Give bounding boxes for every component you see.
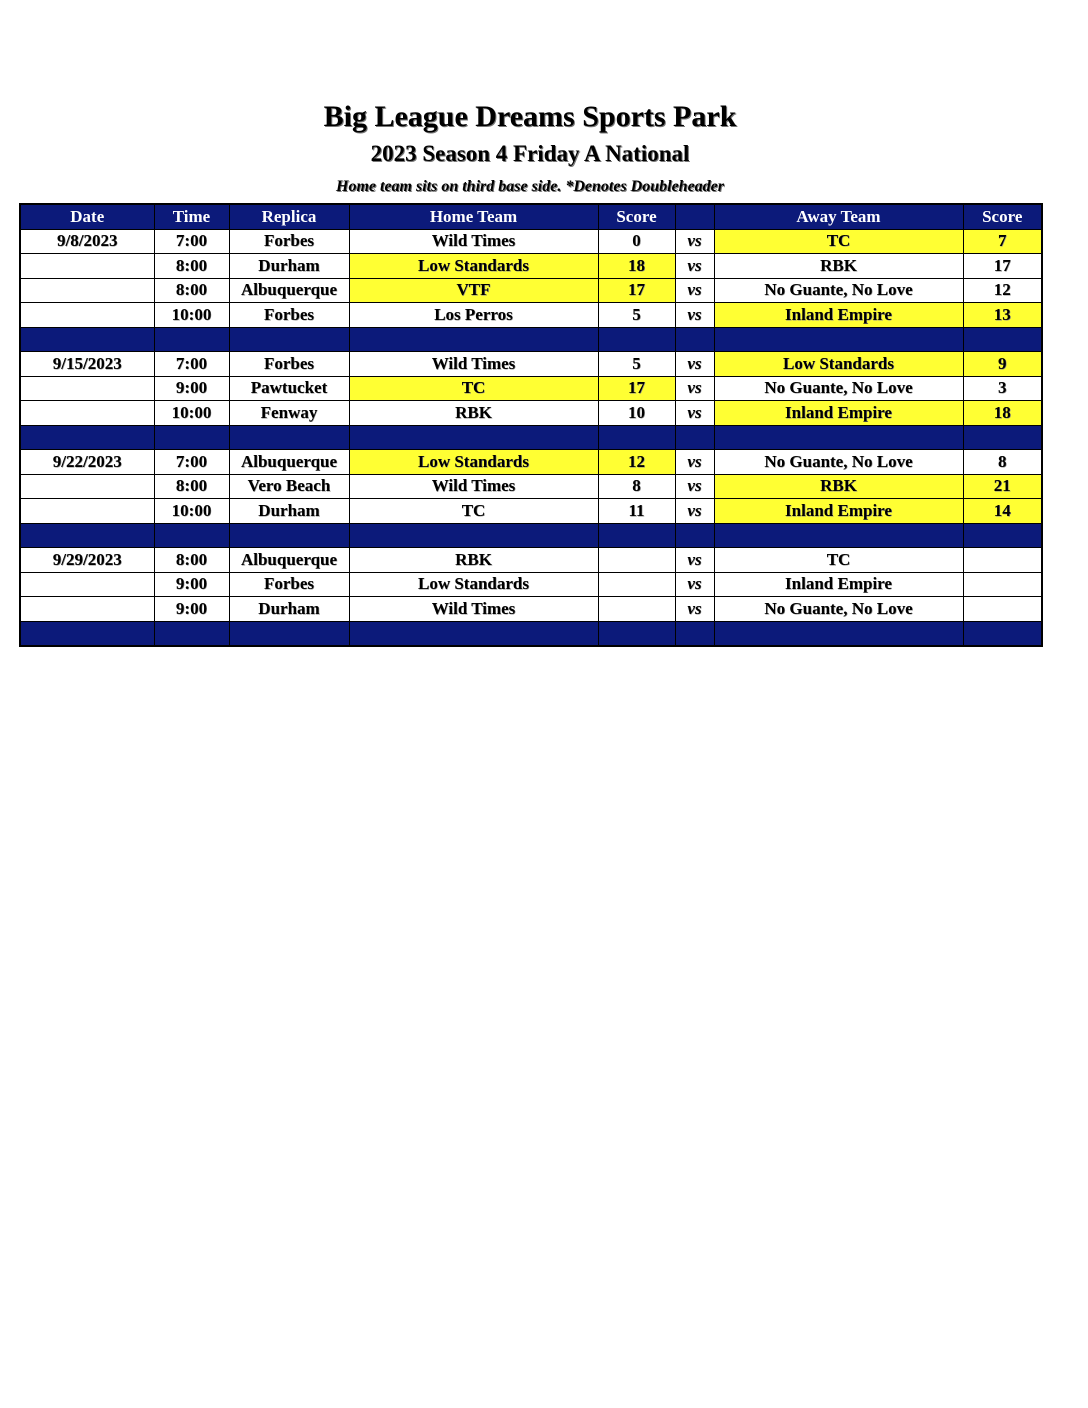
time-cell: 7:00 bbox=[154, 450, 229, 475]
separator-cell bbox=[963, 523, 1042, 548]
col-header-vs bbox=[675, 204, 714, 229]
separator-cell bbox=[349, 425, 598, 450]
home-score-cell: 0 bbox=[598, 229, 675, 254]
schedule-note: Home team sits on third base side. *Denotes Doubleheader bbox=[336, 178, 724, 195]
home-score-cell: 18 bbox=[598, 254, 675, 279]
separator-cell bbox=[229, 327, 349, 352]
home-team-cell: Wild Times bbox=[349, 474, 598, 499]
separator-row bbox=[20, 523, 1042, 548]
separator-cell bbox=[675, 327, 714, 352]
home-score-cell bbox=[598, 597, 675, 622]
replica-cell: Albuquerque bbox=[229, 548, 349, 573]
away-team-cell: No Guante, No Love bbox=[714, 450, 963, 475]
game-row bbox=[20, 548, 1042, 573]
date-cell: 9/29/2023 bbox=[20, 548, 154, 573]
separator-cell bbox=[963, 327, 1042, 352]
time-cell: 8:00 bbox=[154, 254, 229, 279]
vs-cell: vs bbox=[675, 401, 714, 426]
separator-cell bbox=[20, 523, 154, 548]
separator-cell bbox=[598, 523, 675, 548]
away-score-cell: 13 bbox=[963, 303, 1042, 328]
away-team-cell: RBK bbox=[714, 254, 963, 279]
game-row bbox=[20, 376, 1042, 401]
game-row bbox=[20, 474, 1042, 499]
away-team-cell: Inland Empire bbox=[714, 572, 963, 597]
away-score-cell: 18 bbox=[963, 401, 1042, 426]
time-cell: 7:00 bbox=[154, 229, 229, 254]
separator-cell bbox=[154, 425, 229, 450]
separator-cell bbox=[20, 621, 154, 646]
vs-cell: vs bbox=[675, 278, 714, 303]
vs-cell: vs bbox=[675, 229, 714, 254]
vs-cell: vs bbox=[675, 474, 714, 499]
away-team-cell: Inland Empire bbox=[714, 303, 963, 328]
separator-cell bbox=[598, 621, 675, 646]
separator-cell bbox=[675, 425, 714, 450]
vs-cell: vs bbox=[675, 450, 714, 475]
away-team-cell: No Guante, No Love bbox=[714, 278, 963, 303]
vs-cell: vs bbox=[675, 597, 714, 622]
schedule-table bbox=[19, 203, 1043, 647]
home-team-cell: Low Standards bbox=[349, 572, 598, 597]
home-score-cell bbox=[598, 572, 675, 597]
separator-cell bbox=[229, 523, 349, 548]
home-score-cell: 12 bbox=[598, 450, 675, 475]
date-cell: 9/15/2023 bbox=[20, 352, 154, 377]
separator-cell bbox=[349, 523, 598, 548]
game-row bbox=[20, 254, 1042, 279]
home-team-cell: Los Perros bbox=[349, 303, 598, 328]
separator-cell bbox=[714, 425, 963, 450]
col-header-home-team: Home Team bbox=[349, 204, 598, 229]
replica-cell: Forbes bbox=[229, 572, 349, 597]
time-cell: 9:00 bbox=[154, 597, 229, 622]
time-cell: 10:00 bbox=[154, 303, 229, 328]
home-score-cell: 11 bbox=[598, 499, 675, 524]
separator-row bbox=[20, 425, 1042, 450]
home-team-cell: Low Standards bbox=[349, 450, 598, 475]
away-score-cell: 21 bbox=[963, 474, 1042, 499]
away-score-cell: 12 bbox=[963, 278, 1042, 303]
date-cell bbox=[20, 597, 154, 622]
replica-cell: Pawtucket bbox=[229, 376, 349, 401]
date-cell: 9/22/2023 bbox=[20, 450, 154, 475]
date-cell bbox=[20, 401, 154, 426]
home-score-cell: 8 bbox=[598, 474, 675, 499]
replica-cell: Forbes bbox=[229, 352, 349, 377]
date-cell bbox=[20, 376, 154, 401]
home-score-cell: 10 bbox=[598, 401, 675, 426]
home-score-cell: 17 bbox=[598, 278, 675, 303]
date-cell bbox=[20, 303, 154, 328]
time-cell: 7:00 bbox=[154, 352, 229, 377]
date-cell: 9/8/2023 bbox=[20, 229, 154, 254]
date-cell bbox=[20, 254, 154, 279]
home-team-cell: RBK bbox=[349, 548, 598, 573]
time-cell: 10:00 bbox=[154, 401, 229, 426]
replica-cell: Forbes bbox=[229, 229, 349, 254]
game-row bbox=[20, 303, 1042, 328]
date-cell bbox=[20, 474, 154, 499]
separator-cell bbox=[963, 425, 1042, 450]
home-score-cell: 17 bbox=[598, 376, 675, 401]
separator-row bbox=[20, 621, 1042, 646]
vs-cell: vs bbox=[675, 352, 714, 377]
page-subtitle: 2023 Season 4 Friday A National bbox=[370, 141, 690, 166]
separator-cell bbox=[349, 327, 598, 352]
vs-cell: vs bbox=[675, 376, 714, 401]
separator-cell bbox=[714, 523, 963, 548]
away-score-cell: 8 bbox=[963, 450, 1042, 475]
home-team-cell: Low Standards bbox=[349, 254, 598, 279]
away-team-cell: Inland Empire bbox=[714, 499, 963, 524]
away-score-cell: 7 bbox=[963, 229, 1042, 254]
away-score-cell bbox=[963, 572, 1042, 597]
home-team-cell: TC bbox=[349, 499, 598, 524]
separator-cell bbox=[675, 523, 714, 548]
away-team-cell: No Guante, No Love bbox=[714, 376, 963, 401]
time-cell: 8:00 bbox=[154, 278, 229, 303]
home-team-cell: Wild Times bbox=[349, 597, 598, 622]
separator-cell bbox=[154, 523, 229, 548]
separator-cell bbox=[598, 425, 675, 450]
date-cell bbox=[20, 278, 154, 303]
away-team-cell: TC bbox=[714, 548, 963, 573]
away-team-cell: RBK bbox=[714, 474, 963, 499]
away-score-cell bbox=[963, 597, 1042, 622]
replica-cell: Durham bbox=[229, 597, 349, 622]
game-row bbox=[20, 499, 1042, 524]
game-row bbox=[20, 450, 1042, 475]
replica-cell: Albuquerque bbox=[229, 278, 349, 303]
time-cell: 9:00 bbox=[154, 376, 229, 401]
replica-cell: Durham bbox=[229, 499, 349, 524]
home-team-cell: Wild Times bbox=[349, 229, 598, 254]
separator-cell bbox=[675, 621, 714, 646]
schedule-body bbox=[20, 229, 1042, 646]
time-cell: 9:00 bbox=[154, 572, 229, 597]
game-row bbox=[20, 597, 1042, 622]
separator-cell bbox=[598, 327, 675, 352]
separator-cell bbox=[154, 621, 229, 646]
away-team-cell: TC bbox=[714, 229, 963, 254]
separator-cell bbox=[20, 327, 154, 352]
home-score-cell bbox=[598, 548, 675, 573]
game-row bbox=[20, 401, 1042, 426]
date-cell bbox=[20, 499, 154, 524]
away-team-cell: No Guante, No Love bbox=[714, 597, 963, 622]
game-row bbox=[20, 278, 1042, 303]
vs-cell: vs bbox=[675, 572, 714, 597]
replica-cell: Fenway bbox=[229, 401, 349, 426]
separator-cell bbox=[349, 621, 598, 646]
game-row bbox=[20, 229, 1042, 254]
separator-row bbox=[20, 327, 1042, 352]
date-cell bbox=[20, 572, 154, 597]
away-team-cell: Inland Empire bbox=[714, 401, 963, 426]
time-cell: 8:00 bbox=[154, 474, 229, 499]
separator-cell bbox=[963, 621, 1042, 646]
home-team-cell: TC bbox=[349, 376, 598, 401]
game-row bbox=[20, 352, 1042, 377]
separator-cell bbox=[229, 425, 349, 450]
header-row bbox=[20, 204, 1042, 229]
vs-cell: vs bbox=[675, 499, 714, 524]
time-cell: 8:00 bbox=[154, 548, 229, 573]
vs-cell: vs bbox=[675, 303, 714, 328]
page-title: Big League Dreams Sports Park bbox=[323, 100, 737, 133]
away-score-cell: 9 bbox=[963, 352, 1042, 377]
replica-cell: Durham bbox=[229, 254, 349, 279]
col-header-date: Date bbox=[20, 204, 154, 229]
away-team-cell: Low Standards bbox=[714, 352, 963, 377]
home-team-cell: RBK bbox=[349, 401, 598, 426]
home-team-cell: VTF bbox=[349, 278, 598, 303]
away-score-cell: 3 bbox=[963, 376, 1042, 401]
col-header-away-score: Score bbox=[963, 204, 1042, 229]
col-header-time: Time bbox=[154, 204, 229, 229]
game-row bbox=[20, 572, 1042, 597]
separator-cell bbox=[714, 621, 963, 646]
separator-cell bbox=[229, 621, 349, 646]
away-score-cell bbox=[963, 548, 1042, 573]
replica-cell: Albuquerque bbox=[229, 450, 349, 475]
home-score-cell: 5 bbox=[598, 303, 675, 328]
home-score-cell: 5 bbox=[598, 352, 675, 377]
replica-cell: Forbes bbox=[229, 303, 349, 328]
vs-cell: vs bbox=[675, 548, 714, 573]
col-header-home-score: Score bbox=[598, 204, 675, 229]
time-cell: 10:00 bbox=[154, 499, 229, 524]
replica-cell: Vero Beach bbox=[229, 474, 349, 499]
col-header-replica: Replica bbox=[229, 204, 349, 229]
separator-cell bbox=[20, 425, 154, 450]
separator-cell bbox=[154, 327, 229, 352]
home-team-cell: Wild Times bbox=[349, 352, 598, 377]
separator-cell bbox=[714, 327, 963, 352]
vs-cell: vs bbox=[675, 254, 714, 279]
col-header-away-team: Away Team bbox=[714, 204, 963, 229]
away-score-cell: 17 bbox=[963, 254, 1042, 279]
away-score-cell: 14 bbox=[963, 499, 1042, 524]
